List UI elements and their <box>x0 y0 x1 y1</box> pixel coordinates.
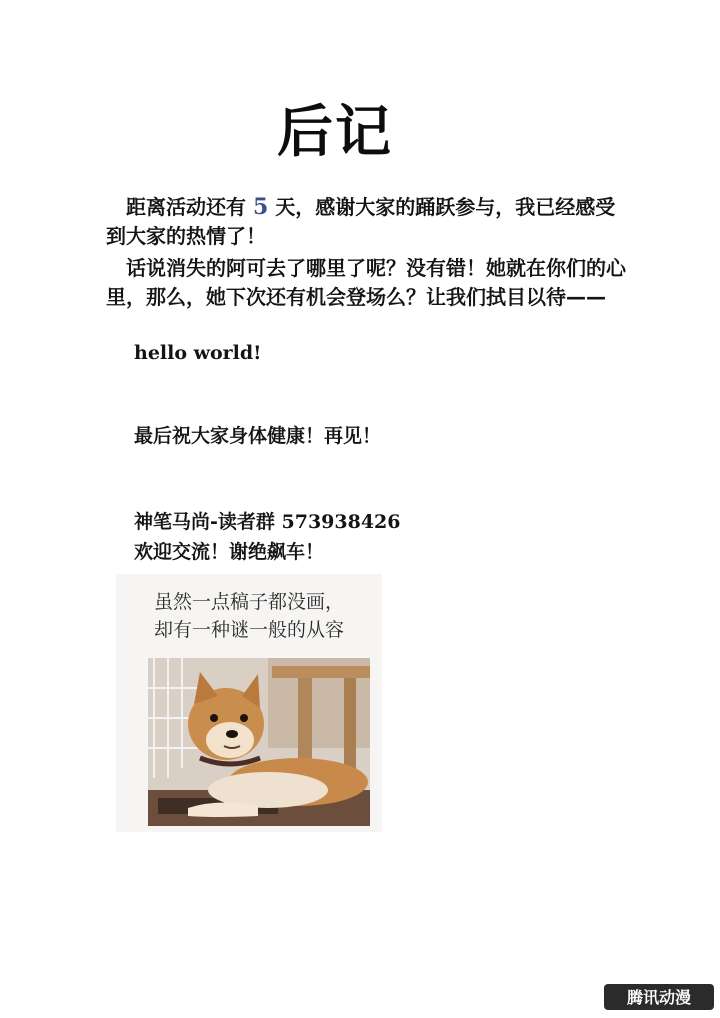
paragraph-text-after: 天，感谢大家的踊跃参与，我已经感受到大家的热情了！ <box>106 195 616 248</box>
reader-group-number: 573938426 <box>281 511 401 533</box>
welcome-line: 欢迎交流！谢绝飙车！ <box>134 541 325 563</box>
paragraph-text-before: 距离活动还有 <box>126 195 246 219</box>
meme-caption-line-2: 却有一种谜一般的从容 <box>153 619 344 641</box>
hello-world-line: hello world! <box>134 342 262 364</box>
page-title: 后记 <box>277 99 393 165</box>
paragraph-event-thanks <box>106 193 626 251</box>
svg-text:腾讯动漫: 腾讯动漫 <box>626 988 692 1007</box>
farewell-line: 最后祝大家身体健康！再见！ <box>134 425 382 447</box>
tencent-comic-logo <box>604 984 714 1010</box>
reader-group-line <box>134 507 401 534</box>
days-number: 5 <box>252 194 269 220</box>
shiba-meme-image <box>116 574 382 832</box>
shiba-dog-photo <box>148 658 370 826</box>
meme-caption-line-1: 虽然一点稿子都没画， <box>153 591 344 613</box>
paragraph-story: 话说消失的阿可去了哪里了呢？没有错！她就在你们的心里，那么，她下次还有机会登场么？让我们拭目以待—— <box>106 256 626 309</box>
meme-caption <box>116 588 382 644</box>
reader-group-label: 神笔马尚-读者群 <box>134 511 275 533</box>
